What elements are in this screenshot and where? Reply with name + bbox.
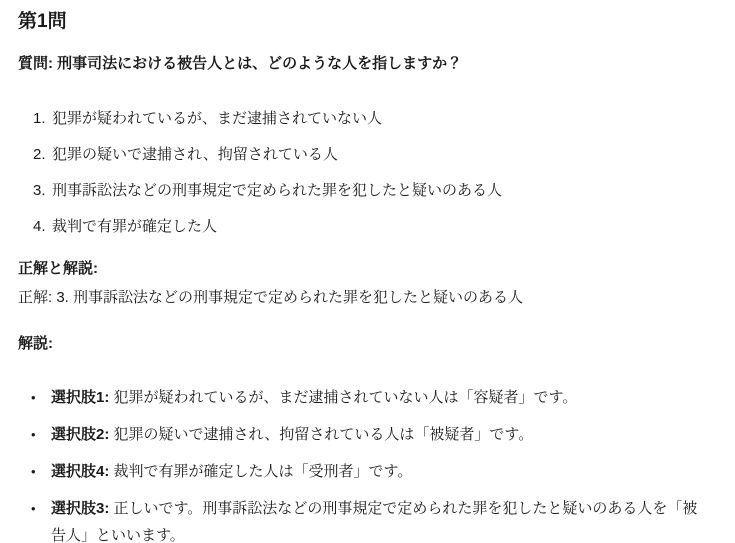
explanation-item-3 xyxy=(18,458,715,485)
page-title: 第1問 xyxy=(18,11,67,32)
answer-text: 3. 刑事訴訟法などの刑事規定で定められた罪を犯したと疑いのある人 xyxy=(52,288,524,306)
choice-number: 1. xyxy=(33,110,46,128)
explanation-label: 選択肢1: xyxy=(51,388,110,406)
explanation-body: 犯罪が疑われているが、まだ逮捕されていない人は「容疑者」です。 xyxy=(109,388,578,406)
question-line xyxy=(18,54,715,74)
bullet-icon: • xyxy=(31,426,36,442)
explanation-item-4 xyxy=(18,495,715,543)
answer-line xyxy=(18,288,715,308)
explanation-body: 正しいです。刑事訴訟法などの刑事規定で定められた罪を犯したと疑いのある人を「被告人」といいます。 xyxy=(51,499,698,543)
choice-text: 犯罪が疑われているが、まだ逮捕されていない人 xyxy=(52,110,383,128)
choice-number: 2. xyxy=(33,146,46,164)
choice-item-4 xyxy=(18,218,715,236)
choice-item-2 xyxy=(18,146,715,164)
choice-item-1 xyxy=(18,110,715,128)
explanation-label: 選択肢2: xyxy=(51,425,110,443)
answer-label: 正解: xyxy=(18,288,53,306)
explanation-text xyxy=(51,458,711,485)
explanation-body: 犯罪の疑いで逮捕され、拘留されている人は「被疑者」です。 xyxy=(109,425,534,443)
explanation-label: 選択肢3: xyxy=(51,499,110,517)
explanation-text xyxy=(51,495,711,543)
bullet-icon: • xyxy=(31,500,36,516)
choice-item-3 xyxy=(18,182,715,200)
bullet-icon: • xyxy=(31,389,36,405)
explanation-item-1 xyxy=(18,384,715,411)
choice-text: 犯罪の疑いで逮捕され、拘留されている人 xyxy=(52,146,338,164)
explanation-list xyxy=(18,384,715,543)
question-text: 刑事司法における被告人とは、どのような人を指しますか？ xyxy=(53,54,463,72)
answer-section-heading: 正解と解説: xyxy=(18,260,98,278)
choices-list xyxy=(18,110,715,236)
explanation-body: 裁判で有罪が確定した人は「受刑者」です。 xyxy=(109,462,413,480)
choice-text: 刑事訴訟法などの刑事規定で定められた罪を犯したと疑いのある人 xyxy=(52,182,503,200)
question-label: 質問: xyxy=(18,54,53,72)
explanation-item-2 xyxy=(18,421,715,448)
explanation-label: 選択肢4: xyxy=(51,462,110,480)
bullet-icon: • xyxy=(31,463,36,479)
choice-number: 4. xyxy=(33,218,46,236)
choice-text: 裁判で有罪が確定した人 xyxy=(52,218,218,236)
explanation-text xyxy=(51,384,711,411)
explanation-text xyxy=(51,421,711,448)
explanation-section-heading: 解説: xyxy=(18,335,53,353)
choice-number: 3. xyxy=(33,182,46,200)
